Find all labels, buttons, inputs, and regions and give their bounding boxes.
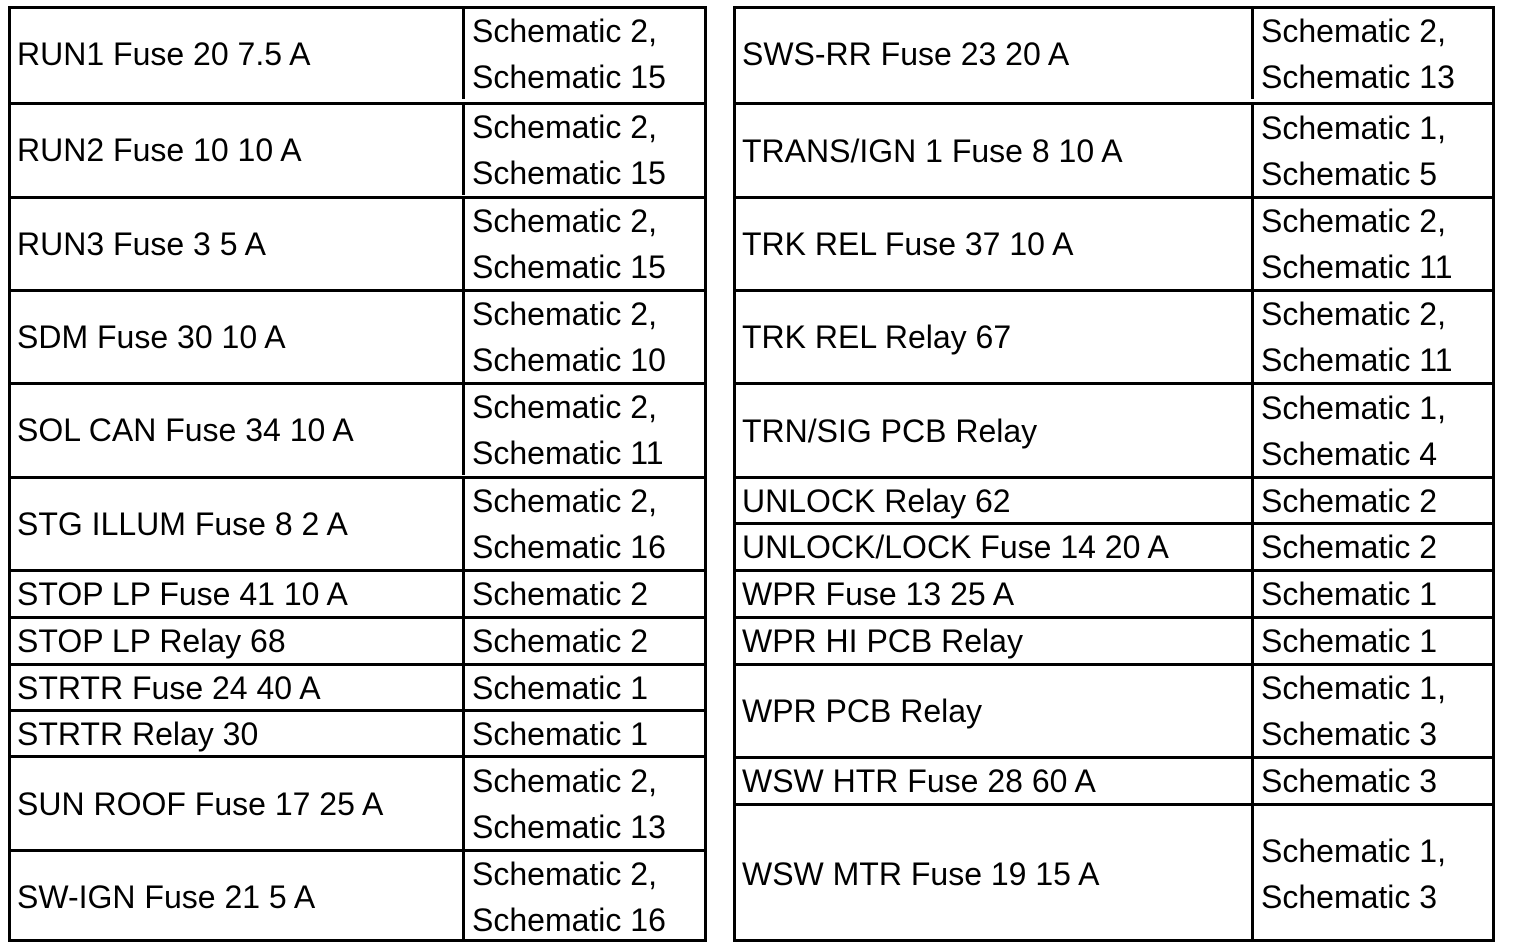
schematic-ref: Schematic 3	[1261, 879, 1438, 915]
schematic-ref: Schematic 3	[1261, 716, 1438, 752]
component-name: STRTR Relay 30	[17, 715, 259, 752]
component-name: UNLOCK/LOCK Fuse 14 20 A	[742, 529, 1169, 565]
schematic-ref: Schematic 15	[472, 249, 666, 285]
schematic-ref: Schematic 13	[1261, 59, 1455, 95]
component-name-cell	[11, 572, 462, 616]
schematic-ref-cell	[1251, 806, 1492, 942]
schematic-ref-cell	[462, 572, 704, 616]
schematic-ref: Schematic 2,	[472, 389, 657, 425]
component-name: SW-IGN Fuse 21 5 A	[17, 879, 316, 915]
component-name: WSW MTR Fuse 19 15 A	[742, 856, 1100, 892]
component-name-cell	[11, 105, 462, 195]
component-name: RUN1 Fuse 20 7.5 A	[17, 36, 311, 72]
table-row	[736, 289, 1492, 382]
schematic-ref: Schematic 2,	[472, 483, 657, 519]
schematic-ref: Schematic 2,	[472, 296, 657, 332]
component-name: TRK REL Fuse 37 10 A	[742, 226, 1074, 262]
component-name-cell	[736, 759, 1251, 803]
schematic-ref: Schematic 5	[1261, 155, 1438, 192]
table-row	[736, 803, 1492, 942]
component-name-cell	[736, 619, 1251, 663]
component-name: SOL CAN Fuse 34 10 A	[17, 412, 354, 448]
table-row	[11, 289, 704, 382]
right-table	[733, 6, 1495, 942]
table-row	[11, 569, 704, 616]
table-row	[11, 663, 704, 709]
schematic-ref-cell	[1251, 666, 1492, 756]
table-row	[736, 102, 1492, 196]
schematic-ref-cell	[1251, 572, 1492, 616]
schematic-ref-cell	[1251, 199, 1492, 289]
schematic-ref: Schematic 2,	[1261, 296, 1446, 332]
schematic-ref: Schematic 1,	[1261, 833, 1446, 869]
component-name-cell	[736, 292, 1251, 382]
schematic-ref: Schematic 15	[472, 59, 666, 95]
schematic-ref: Schematic 1	[472, 715, 649, 752]
component-name: SUN ROOF Fuse 17 25 A	[17, 785, 384, 822]
table-row	[11, 9, 704, 99]
component-name-cell	[11, 619, 462, 663]
schematic-ref-cell	[462, 385, 704, 475]
schematic-ref: Schematic 11	[1261, 342, 1453, 378]
component-name-cell	[11, 666, 462, 709]
table-row	[11, 709, 704, 755]
component-name: WPR HI PCB Relay	[742, 623, 1023, 659]
schematic-ref: Schematic 11	[1261, 249, 1453, 285]
schematic-ref-cell	[1251, 759, 1492, 803]
schematic-ref: Schematic 1,	[1261, 670, 1446, 706]
schematic-ref: Schematic 3	[1261, 763, 1438, 799]
table-row	[736, 476, 1492, 522]
schematic-ref: Schematic 2,	[472, 13, 657, 49]
component-name: STOP LP Fuse 41 10 A	[17, 576, 348, 612]
schematic-ref-cell	[1251, 525, 1492, 569]
schematic-ref-cell	[462, 712, 704, 755]
table-row	[736, 382, 1492, 476]
table-row	[11, 849, 704, 942]
table-row	[736, 569, 1492, 616]
schematic-ref-cell	[462, 666, 704, 709]
component-name-cell	[736, 525, 1251, 569]
schematic-ref-cell	[462, 758, 704, 849]
component-name-cell	[736, 806, 1251, 942]
table-row	[736, 663, 1492, 756]
schematic-ref: Schematic 10	[472, 342, 666, 378]
component-name: STRTR Fuse 24 40 A	[17, 669, 321, 706]
component-name-cell	[736, 479, 1251, 522]
schematic-ref-cell	[1251, 105, 1492, 196]
component-name: STG ILLUM Fuse 8 2 A	[17, 506, 348, 542]
table-row	[736, 616, 1492, 663]
schematic-ref: Schematic 2,	[472, 762, 657, 799]
schematic-ref-cell	[462, 852, 704, 942]
schematic-ref: Schematic 2	[1261, 482, 1438, 519]
table-row	[11, 476, 704, 569]
table-row	[11, 616, 704, 663]
component-name-cell	[11, 385, 462, 475]
component-name: UNLOCK Relay 62	[742, 482, 1011, 519]
table-row	[736, 756, 1492, 803]
table-row	[11, 382, 704, 475]
component-name-cell	[11, 9, 462, 99]
component-name-cell	[736, 385, 1251, 476]
component-name-cell	[11, 292, 462, 382]
table-row	[11, 102, 704, 195]
component-name: TRK REL Relay 67	[742, 319, 1012, 355]
component-name: WPR PCB Relay	[742, 693, 983, 729]
schematic-ref: Schematic 16	[472, 529, 666, 565]
schematic-ref: Schematic 2	[472, 576, 649, 612]
schematic-ref: Schematic 16	[472, 902, 666, 938]
component-name: SWS-RR Fuse 23 20 A	[742, 36, 1070, 72]
schematic-ref: Schematic 2	[472, 623, 649, 659]
component-name-cell	[11, 712, 462, 755]
component-name: SDM Fuse 30 10 A	[17, 319, 286, 355]
schematic-ref-cell	[462, 105, 704, 195]
component-name-cell	[11, 758, 462, 849]
component-name: TRANS/IGN 1 Fuse 8 10 A	[742, 132, 1123, 169]
schematic-ref-cell	[462, 479, 704, 569]
component-name-cell	[736, 572, 1251, 616]
table-row	[11, 196, 704, 289]
schematic-ref: Schematic 2,	[472, 109, 657, 145]
schematic-ref: Schematic 1,	[1261, 389, 1446, 426]
component-name-cell	[11, 852, 462, 942]
table-row	[11, 755, 704, 849]
schematic-ref-cell	[1251, 292, 1492, 382]
component-name: RUN2 Fuse 10 10 A	[17, 132, 302, 168]
schematic-ref-cell	[462, 199, 704, 289]
component-name-cell	[11, 199, 462, 289]
schematic-ref: Schematic 2,	[1261, 203, 1446, 239]
component-name-cell	[736, 199, 1251, 289]
schematic-ref: Schematic 1,	[1261, 109, 1446, 146]
schematic-ref: Schematic 11	[472, 435, 664, 471]
schematic-ref: Schematic 15	[472, 155, 666, 191]
component-name-cell	[736, 105, 1251, 196]
schematic-ref-cell	[1251, 385, 1492, 476]
schematic-ref: Schematic 1	[1261, 576, 1438, 612]
component-name-cell	[736, 9, 1251, 99]
schematic-ref-cell	[462, 9, 704, 99]
left-table	[8, 6, 707, 942]
component-name: STOP LP Relay 68	[17, 623, 286, 659]
schematic-ref-cell	[1251, 619, 1492, 663]
component-name-cell	[736, 666, 1251, 756]
table-row	[736, 196, 1492, 289]
table-row	[736, 522, 1492, 569]
schematic-ref: Schematic 2,	[1261, 13, 1446, 49]
component-name: TRN/SIG PCB Relay	[742, 412, 1038, 449]
schematic-ref-cell	[462, 292, 704, 382]
schematic-ref: Schematic 2,	[472, 856, 657, 892]
schematic-ref-cell	[462, 619, 704, 663]
schematic-ref-cell	[1251, 9, 1492, 99]
schematic-ref: Schematic 2	[1261, 529, 1438, 565]
schematic-ref: Schematic 4	[1261, 435, 1438, 472]
component-name: WSW HTR Fuse 28 60 A	[742, 763, 1096, 799]
component-name: RUN3 Fuse 3 5 A	[17, 226, 266, 262]
component-name-cell	[11, 479, 462, 569]
schematic-ref: Schematic 1	[472, 669, 649, 706]
table-row	[736, 9, 1492, 99]
component-name: WPR Fuse 13 25 A	[742, 576, 1015, 612]
schematic-ref: Schematic 13	[472, 808, 666, 845]
schematic-ref: Schematic 1	[1261, 623, 1438, 659]
schematic-ref-cell	[1251, 479, 1492, 522]
schematic-ref: Schematic 2,	[472, 203, 657, 239]
